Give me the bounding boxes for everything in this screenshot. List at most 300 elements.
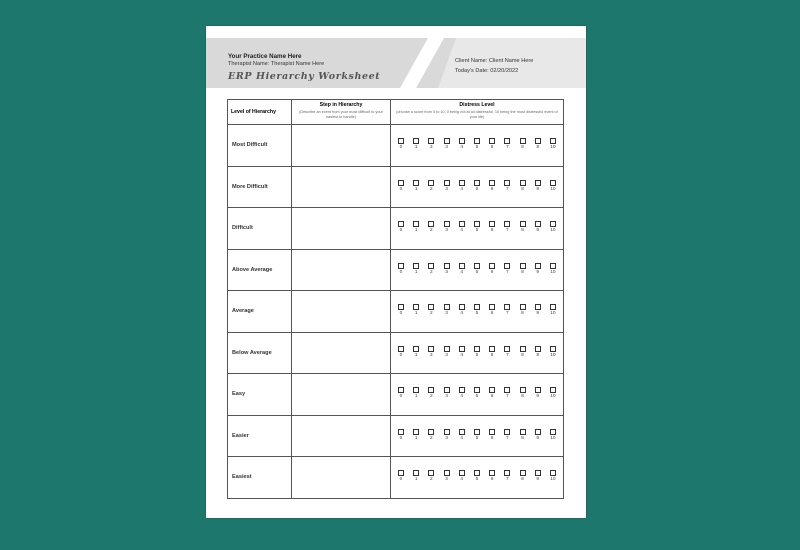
distress-checkbox[interactable] bbox=[413, 221, 419, 227]
distress-checkbox[interactable] bbox=[428, 346, 434, 352]
distress-score-label: 7 bbox=[505, 435, 509, 441]
distress-checkbox[interactable] bbox=[428, 429, 434, 435]
distress-checkbox[interactable] bbox=[398, 138, 404, 144]
distress-checkbox[interactable] bbox=[489, 138, 495, 144]
distress-score-label: 2 bbox=[430, 477, 433, 483]
hierarchy-level-label: Difficult bbox=[228, 208, 292, 250]
distress-checkbox[interactable] bbox=[520, 470, 526, 476]
distress-checkbox[interactable] bbox=[550, 304, 556, 310]
distress-checkbox[interactable] bbox=[444, 263, 450, 269]
distress-checkbox[interactable] bbox=[550, 470, 556, 476]
distress-score-label: 6 bbox=[490, 269, 494, 275]
distress-option[interactable] bbox=[547, 263, 559, 275]
table-row bbox=[228, 166, 564, 208]
distress-option[interactable] bbox=[501, 346, 513, 358]
distress-score-label: 2 bbox=[430, 311, 433, 317]
distress-option[interactable] bbox=[456, 180, 468, 192]
distress-checkbox[interactable] bbox=[520, 304, 526, 310]
distress-score-label: 10 bbox=[550, 145, 556, 151]
distress-option[interactable] bbox=[501, 304, 513, 316]
distress-checkbox[interactable] bbox=[444, 346, 450, 352]
distress-checkbox[interactable] bbox=[489, 470, 495, 476]
distress-scale bbox=[391, 470, 563, 482]
distress-score-label: 7 bbox=[505, 145, 509, 151]
hierarchy-level-label: Easy bbox=[228, 374, 292, 416]
distress-score-label: 5 bbox=[475, 477, 479, 483]
distress-option[interactable] bbox=[456, 387, 468, 399]
distress-checkbox[interactable] bbox=[428, 180, 434, 186]
distress-option[interactable] bbox=[410, 346, 422, 358]
distress-score-label: 8 bbox=[521, 311, 524, 317]
distress-checkbox[interactable] bbox=[474, 263, 480, 269]
distress-score-label: 5 bbox=[475, 269, 479, 275]
distress-option[interactable] bbox=[517, 263, 529, 275]
distress-option[interactable] bbox=[425, 221, 437, 233]
distress-checkbox[interactable] bbox=[474, 304, 480, 310]
distress-checkbox[interactable] bbox=[444, 221, 450, 227]
distress-option[interactable] bbox=[486, 263, 498, 275]
distress-option[interactable] bbox=[471, 263, 483, 275]
distress-option[interactable] bbox=[456, 263, 468, 275]
distress-option[interactable] bbox=[501, 470, 513, 482]
distress-score-label: 3 bbox=[445, 186, 448, 192]
distress-option[interactable] bbox=[395, 304, 407, 316]
distress-checkbox[interactable] bbox=[444, 138, 450, 144]
hierarchy-level-label: More Difficult bbox=[228, 166, 292, 208]
distress-option[interactable] bbox=[532, 138, 544, 150]
distress-option[interactable] bbox=[456, 346, 468, 358]
distress-score-label: 9 bbox=[536, 352, 540, 358]
distress-checkbox[interactable] bbox=[520, 180, 526, 186]
distress-scale-cell bbox=[391, 374, 564, 416]
distress-score-label: 3 bbox=[445, 394, 448, 400]
distress-score-label: 0 bbox=[399, 394, 403, 400]
distress-checkbox[interactable] bbox=[398, 429, 404, 435]
distress-score-label: 0 bbox=[399, 228, 403, 234]
distress-checkbox[interactable] bbox=[535, 470, 541, 476]
distress-option[interactable] bbox=[395, 387, 407, 399]
step-description-field[interactable] bbox=[292, 166, 391, 208]
distress-score-label: 1 bbox=[414, 186, 418, 192]
distress-option[interactable] bbox=[395, 180, 407, 192]
distress-option[interactable] bbox=[517, 470, 529, 482]
distress-option[interactable] bbox=[425, 304, 437, 316]
distress-checkbox[interactable] bbox=[459, 304, 465, 310]
distress-checkbox[interactable] bbox=[520, 346, 526, 352]
distress-checkbox[interactable] bbox=[535, 346, 541, 352]
distress-checkbox[interactable] bbox=[489, 180, 495, 186]
distress-checkbox[interactable] bbox=[550, 180, 556, 186]
distress-option[interactable] bbox=[517, 221, 529, 233]
distress-checkbox[interactable] bbox=[535, 180, 541, 186]
distress-option[interactable] bbox=[547, 180, 559, 192]
distress-option[interactable] bbox=[532, 263, 544, 275]
distress-option[interactable] bbox=[517, 304, 529, 316]
distress-scale bbox=[391, 221, 563, 233]
distress-checkbox[interactable] bbox=[474, 387, 480, 393]
distress-checkbox[interactable] bbox=[474, 470, 480, 476]
distress-checkbox[interactable] bbox=[504, 470, 510, 476]
distress-checkbox[interactable] bbox=[428, 263, 434, 269]
distress-option[interactable] bbox=[532, 470, 544, 482]
table-row bbox=[228, 457, 564, 499]
distress-checkbox[interactable] bbox=[474, 346, 480, 352]
distress-checkbox[interactable] bbox=[520, 263, 526, 269]
distress-option[interactable] bbox=[501, 263, 513, 275]
distress-checkbox[interactable] bbox=[520, 138, 526, 144]
distress-option[interactable] bbox=[395, 470, 407, 482]
distress-checkbox[interactable] bbox=[550, 221, 556, 227]
distress-option[interactable] bbox=[532, 180, 544, 192]
distress-option[interactable] bbox=[501, 429, 513, 441]
distress-option[interactable] bbox=[456, 470, 468, 482]
distress-checkbox[interactable] bbox=[535, 221, 541, 227]
distress-option[interactable] bbox=[410, 429, 422, 441]
distress-score-label: 2 bbox=[430, 352, 433, 358]
distress-option[interactable] bbox=[425, 263, 437, 275]
distress-scale bbox=[391, 138, 563, 150]
distress-score-label: 0 bbox=[399, 186, 403, 192]
distress-score-label: 7 bbox=[505, 311, 509, 317]
distress-checkbox[interactable] bbox=[428, 138, 434, 144]
distress-score-label: 10 bbox=[550, 352, 556, 358]
distress-option[interactable] bbox=[441, 387, 453, 399]
hierarchy-level-label: Average bbox=[228, 291, 292, 333]
distress-score-label: 3 bbox=[445, 145, 448, 151]
distress-scale-cell bbox=[391, 249, 564, 291]
distress-option[interactable] bbox=[471, 346, 483, 358]
step-description-field[interactable] bbox=[292, 415, 391, 457]
distress-score-label: 3 bbox=[445, 311, 448, 317]
distress-checkbox[interactable] bbox=[413, 263, 419, 269]
distress-option[interactable] bbox=[547, 221, 559, 233]
distress-option[interactable] bbox=[441, 221, 453, 233]
distress-score-label: 1 bbox=[414, 394, 418, 400]
distress-score-label: 8 bbox=[521, 352, 524, 358]
hierarchy-table bbox=[227, 99, 564, 499]
distress-option[interactable] bbox=[486, 304, 498, 316]
distress-checkbox[interactable] bbox=[459, 221, 465, 227]
column-header-step bbox=[292, 100, 391, 125]
distress-option[interactable] bbox=[425, 180, 437, 192]
step-description-field[interactable] bbox=[292, 291, 391, 333]
distress-score-label: 5 bbox=[475, 311, 479, 317]
distress-option[interactable] bbox=[486, 346, 498, 358]
distress-checkbox[interactable] bbox=[398, 304, 404, 310]
distress-option[interactable] bbox=[410, 138, 422, 150]
distress-option[interactable] bbox=[471, 304, 483, 316]
distress-checkbox[interactable] bbox=[428, 387, 434, 393]
distress-checkbox[interactable] bbox=[474, 180, 480, 186]
distress-scale-cell bbox=[391, 332, 564, 374]
distress-checkbox[interactable] bbox=[520, 387, 526, 393]
distress-checkbox[interactable] bbox=[520, 429, 526, 435]
distress-option[interactable] bbox=[410, 263, 422, 275]
distress-checkbox[interactable] bbox=[413, 180, 419, 186]
distress-checkbox[interactable] bbox=[489, 429, 495, 435]
step-description-field[interactable] bbox=[292, 249, 391, 291]
distress-option[interactable] bbox=[425, 429, 437, 441]
distress-option[interactable] bbox=[486, 221, 498, 233]
distress-checkbox[interactable] bbox=[489, 263, 495, 269]
distress-score-label: 8 bbox=[521, 394, 524, 400]
distress-score-label: 5 bbox=[475, 228, 479, 234]
distress-checkbox[interactable] bbox=[413, 138, 419, 144]
distress-option[interactable] bbox=[410, 304, 422, 316]
step-description-field[interactable] bbox=[292, 374, 391, 416]
distress-score-label: 5 bbox=[475, 394, 479, 400]
distress-option[interactable] bbox=[532, 429, 544, 441]
distress-option[interactable] bbox=[425, 387, 437, 399]
distress-scale-cell bbox=[391, 291, 564, 333]
distress-score-label: 4 bbox=[460, 352, 464, 358]
distress-option[interactable] bbox=[441, 470, 453, 482]
distress-checkbox[interactable] bbox=[413, 346, 419, 352]
distress-score-label: 2 bbox=[430, 435, 433, 441]
distress-checkbox[interactable] bbox=[444, 180, 450, 186]
distress-option[interactable] bbox=[517, 429, 529, 441]
distress-checkbox[interactable] bbox=[444, 304, 450, 310]
distress-score-label: 9 bbox=[536, 145, 540, 151]
distress-checkbox[interactable] bbox=[520, 221, 526, 227]
step-description-field[interactable] bbox=[292, 125, 391, 167]
distress-score-label: 8 bbox=[521, 477, 524, 483]
distress-score-label: 1 bbox=[414, 311, 418, 317]
distress-checkbox[interactable] bbox=[489, 304, 495, 310]
distress-checkbox[interactable] bbox=[535, 138, 541, 144]
distress-option[interactable] bbox=[501, 138, 513, 150]
distress-option[interactable] bbox=[471, 470, 483, 482]
step-description-field[interactable] bbox=[292, 332, 391, 374]
table-row bbox=[228, 125, 564, 167]
hierarchy-level-label: Easiest bbox=[228, 457, 292, 499]
distress-option[interactable] bbox=[425, 346, 437, 358]
distress-score-label: 7 bbox=[505, 477, 509, 483]
distress-option[interactable] bbox=[501, 221, 513, 233]
distress-scale bbox=[391, 387, 563, 399]
practice-name: Your Practice Name Here bbox=[228, 53, 302, 60]
distress-scale bbox=[391, 304, 563, 316]
distress-score-label: 6 bbox=[490, 394, 494, 400]
table-row bbox=[228, 291, 564, 333]
distress-checkbox[interactable] bbox=[489, 387, 495, 393]
distress-score-label: 1 bbox=[414, 145, 418, 151]
distress-score-label: 5 bbox=[475, 145, 479, 151]
distress-checkbox[interactable] bbox=[459, 138, 465, 144]
distress-option[interactable] bbox=[486, 138, 498, 150]
distress-option[interactable] bbox=[501, 387, 513, 399]
distress-score-label: 0 bbox=[399, 477, 403, 483]
distress-score-label: 4 bbox=[460, 311, 464, 317]
distress-option[interactable] bbox=[486, 470, 498, 482]
distress-option[interactable] bbox=[395, 221, 407, 233]
distress-checkbox[interactable] bbox=[504, 221, 510, 227]
distress-checkbox[interactable] bbox=[398, 470, 404, 476]
distress-option[interactable] bbox=[410, 387, 422, 399]
distress-checkbox[interactable] bbox=[504, 304, 510, 310]
distress-checkbox[interactable] bbox=[550, 138, 556, 144]
distress-option[interactable] bbox=[410, 221, 422, 233]
distress-checkbox[interactable] bbox=[428, 470, 434, 476]
distress-score-label: 1 bbox=[414, 269, 418, 275]
step-description-field[interactable] bbox=[292, 208, 391, 250]
distress-option[interactable] bbox=[471, 387, 483, 399]
distress-score-label: 9 bbox=[536, 477, 540, 483]
distress-score-label: 6 bbox=[490, 145, 494, 151]
distress-score-label: 4 bbox=[460, 477, 464, 483]
distress-score-label: 10 bbox=[550, 435, 556, 441]
distress-score-label: 8 bbox=[521, 269, 524, 275]
distress-checkbox[interactable] bbox=[413, 429, 419, 435]
distress-option[interactable] bbox=[456, 138, 468, 150]
distress-checkbox[interactable] bbox=[504, 387, 510, 393]
distress-option[interactable] bbox=[441, 263, 453, 275]
distress-option[interactable] bbox=[395, 429, 407, 441]
table-row bbox=[228, 332, 564, 374]
distress-option[interactable] bbox=[471, 138, 483, 150]
distress-score-label: 7 bbox=[505, 186, 509, 192]
todays-date: Today's Date: 02/20/2022 bbox=[455, 68, 519, 74]
distress-checkbox[interactable] bbox=[444, 429, 450, 435]
hierarchy-level-label: Below Average bbox=[228, 332, 292, 374]
distress-option[interactable] bbox=[441, 138, 453, 150]
distress-checkbox[interactable] bbox=[398, 387, 404, 393]
distress-option[interactable] bbox=[456, 429, 468, 441]
distress-checkbox[interactable] bbox=[535, 263, 541, 269]
distress-score-label: 9 bbox=[536, 228, 540, 234]
distress-option[interactable] bbox=[547, 387, 559, 399]
distress-score-label: 3 bbox=[445, 352, 448, 358]
distress-option[interactable] bbox=[486, 429, 498, 441]
distress-checkbox[interactable] bbox=[550, 346, 556, 352]
distress-score-label: 10 bbox=[550, 269, 556, 275]
distress-option[interactable] bbox=[547, 429, 559, 441]
distress-score-label: 0 bbox=[399, 311, 403, 317]
distress-score-label: 3 bbox=[445, 435, 448, 441]
distress-option[interactable] bbox=[456, 221, 468, 233]
distress-checkbox[interactable] bbox=[398, 221, 404, 227]
distress-checkbox[interactable] bbox=[474, 429, 480, 435]
distress-checkbox[interactable] bbox=[550, 429, 556, 435]
distress-option[interactable] bbox=[517, 387, 529, 399]
distress-option[interactable] bbox=[532, 304, 544, 316]
distress-checkbox[interactable] bbox=[413, 387, 419, 393]
distress-option[interactable] bbox=[471, 429, 483, 441]
distress-option[interactable] bbox=[425, 138, 437, 150]
distress-checkbox[interactable] bbox=[504, 346, 510, 352]
distress-checkbox[interactable] bbox=[489, 346, 495, 352]
distress-checkbox[interactable] bbox=[474, 138, 480, 144]
distress-checkbox[interactable] bbox=[550, 387, 556, 393]
distress-option[interactable] bbox=[532, 221, 544, 233]
distress-option[interactable] bbox=[517, 138, 529, 150]
column-header-level: Level of Hierarchy bbox=[228, 100, 292, 125]
distress-checkbox[interactable] bbox=[413, 470, 419, 476]
distress-option[interactable] bbox=[501, 180, 513, 192]
step-description-field[interactable] bbox=[292, 457, 391, 499]
distress-option[interactable] bbox=[441, 180, 453, 192]
column-header-distress-note: (choose a score from 0 to 10, 0 being not at all distressful, 10 being the most distressful event of your life) bbox=[396, 110, 558, 119]
distress-checkbox[interactable] bbox=[459, 263, 465, 269]
distress-checkbox[interactable] bbox=[459, 429, 465, 435]
distress-option[interactable] bbox=[486, 387, 498, 399]
distress-option[interactable] bbox=[486, 180, 498, 192]
distress-checkbox[interactable] bbox=[535, 304, 541, 310]
distress-option[interactable] bbox=[410, 180, 422, 192]
distress-checkbox[interactable] bbox=[550, 263, 556, 269]
distress-checkbox[interactable] bbox=[428, 221, 434, 227]
distress-scale-cell bbox=[391, 415, 564, 457]
column-header-distress bbox=[391, 100, 564, 125]
distress-checkbox[interactable] bbox=[489, 221, 495, 227]
distress-checkbox[interactable] bbox=[459, 470, 465, 476]
hierarchy-level-label: Most Difficult bbox=[228, 125, 292, 167]
distress-option[interactable] bbox=[410, 470, 422, 482]
distress-checkbox[interactable] bbox=[459, 346, 465, 352]
distress-option[interactable] bbox=[395, 138, 407, 150]
distress-checkbox[interactable] bbox=[504, 138, 510, 144]
distress-option[interactable] bbox=[532, 346, 544, 358]
distress-scale-cell bbox=[391, 166, 564, 208]
distress-option[interactable] bbox=[547, 304, 559, 316]
distress-checkbox[interactable] bbox=[428, 304, 434, 310]
distress-checkbox[interactable] bbox=[398, 263, 404, 269]
distress-checkbox[interactable] bbox=[504, 180, 510, 186]
distress-option[interactable] bbox=[471, 180, 483, 192]
distress-score-label: 9 bbox=[536, 269, 540, 275]
distress-option[interactable] bbox=[441, 304, 453, 316]
distress-checkbox[interactable] bbox=[535, 387, 541, 393]
distress-option[interactable] bbox=[425, 470, 437, 482]
distress-score-label: 6 bbox=[490, 228, 494, 234]
hierarchy-level-label: Easier bbox=[228, 415, 292, 457]
distress-checkbox[interactable] bbox=[398, 346, 404, 352]
distress-score-label: 2 bbox=[430, 186, 433, 192]
distress-score-label: 9 bbox=[536, 435, 540, 441]
distress-option[interactable] bbox=[517, 346, 529, 358]
distress-checkbox[interactable] bbox=[459, 180, 465, 186]
distress-option[interactable] bbox=[547, 138, 559, 150]
distress-score-label: 2 bbox=[430, 228, 433, 234]
distress-score-label: 6 bbox=[490, 435, 494, 441]
distress-score-label: 8 bbox=[521, 228, 524, 234]
distress-score-label: 6 bbox=[490, 352, 494, 358]
distress-checkbox[interactable] bbox=[474, 221, 480, 227]
distress-checkbox[interactable] bbox=[459, 387, 465, 393]
distress-option[interactable] bbox=[547, 346, 559, 358]
distress-option[interactable] bbox=[441, 346, 453, 358]
distress-checkbox[interactable] bbox=[504, 429, 510, 435]
distress-score-label: 1 bbox=[414, 435, 418, 441]
distress-checkbox[interactable] bbox=[398, 180, 404, 186]
distress-checkbox[interactable] bbox=[444, 470, 450, 476]
distress-option[interactable] bbox=[456, 304, 468, 316]
distress-checkbox[interactable] bbox=[413, 304, 419, 310]
distress-score-label: 3 bbox=[445, 269, 448, 275]
distress-checkbox[interactable] bbox=[444, 387, 450, 393]
distress-option[interactable] bbox=[517, 180, 529, 192]
distress-option[interactable] bbox=[471, 221, 483, 233]
distress-checkbox[interactable] bbox=[535, 429, 541, 435]
distress-option[interactable] bbox=[532, 387, 544, 399]
distress-option[interactable] bbox=[395, 346, 407, 358]
worksheet-page bbox=[206, 26, 586, 518]
distress-scale-cell bbox=[391, 457, 564, 499]
distress-option[interactable] bbox=[547, 470, 559, 482]
distress-option[interactable] bbox=[395, 263, 407, 275]
distress-option[interactable] bbox=[441, 429, 453, 441]
distress-checkbox[interactable] bbox=[504, 263, 510, 269]
